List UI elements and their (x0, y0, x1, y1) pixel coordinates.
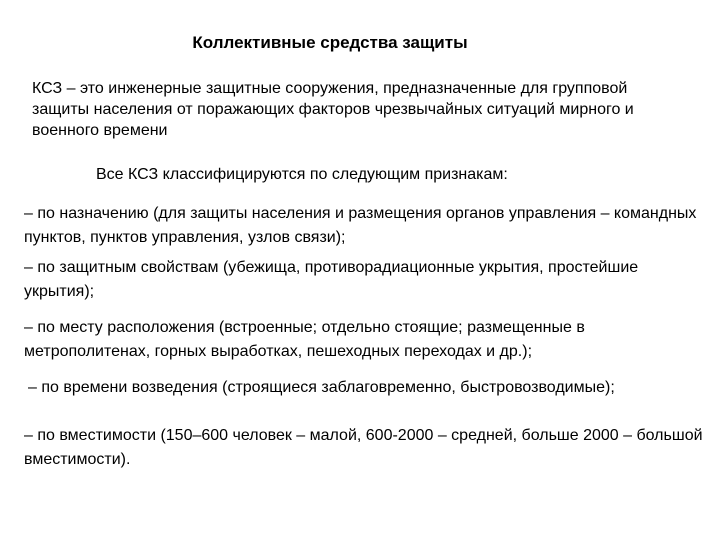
criterion-protective-properties: – по защитным свойствам (убежища, противорадиационные укрытия, простейшие укрытия); (24, 259, 639, 300)
definition-text: КСЗ – это инженерные защитные сооружения, предназначенные для групповой защиты населения от поражающих факторов чрезвычайных ситуаций мирного и военного времени (32, 80, 634, 139)
criterion-construction-time: – по времени возведения (строящиеся заблаговременно, быстровозводимые); (28, 379, 615, 396)
classification-intro: Все КСЗ классифицируются по следующим признакам: (96, 166, 508, 183)
slide-title: Коллективные средства защиты (192, 33, 468, 52)
criterion-purpose: – по назначению (для защиты населения и размещения органов управления – командных пунктов, пунктов управления, узлов связи); (24, 205, 697, 246)
criterion-location: – по месту расположения (встроенные; отдельно стоящие; размещенные в метрополитенах, горных выработках, пешеходных переходах и др.); (24, 319, 585, 360)
criterion-capacity: – по вместимости (150–600 человек – малой, 600-2000 – средней, больше 2000 – большой вместимости). (24, 427, 703, 468)
